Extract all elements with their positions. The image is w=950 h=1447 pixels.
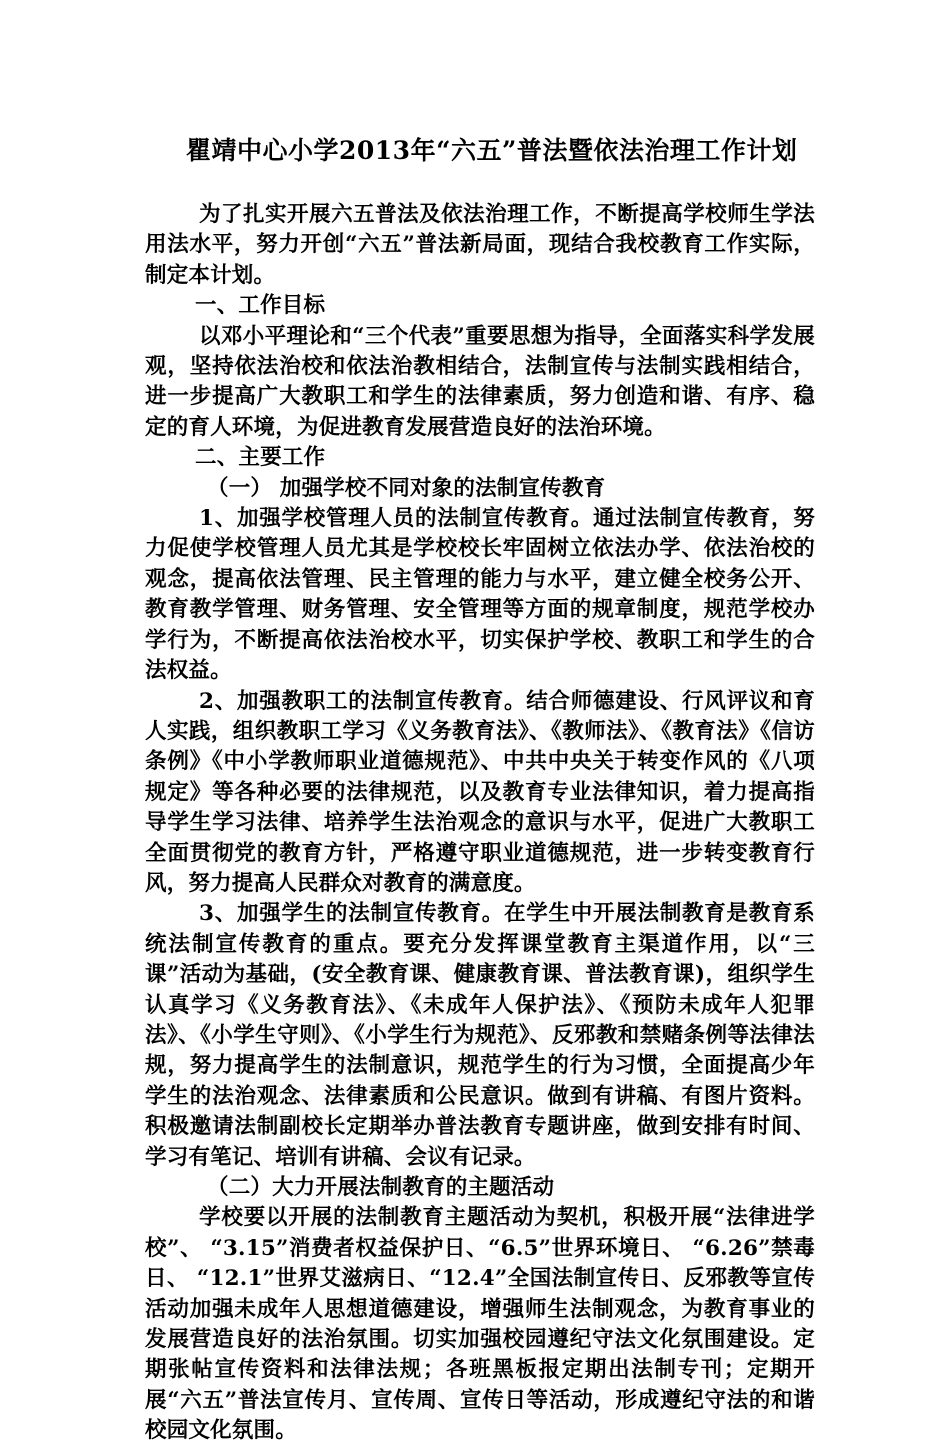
document-body xyxy=(145,200,815,1447)
subsection-heading-1: （一） 加强学校不同对象的法制宣传教育 xyxy=(207,475,606,501)
item-paragraph-2: 2、加强教职工的法制宣传教育。结合师德建设、行风评议和育人实践，组织教职工学习《义务教育法》、《教师法》、《教育法》《信访条例》《中小学教师职业道德规范》、中共中央关于转变作风的《八项规定》等各种必要的法律规范，以及教育专业法律知识，着力提高指导学生学习法律、培养学生法治观念的意识与水平，促进广大教职工全面贯彻党的教育方针，严格遵守职业道德规范，进一步转变教育行风，努力提高人民群众对教育的满意度。 xyxy=(145,688,815,896)
subsection-heading-2: （二）大力开展法制教育的主题活动 xyxy=(207,1175,555,1200)
item-paragraph-1: 1、加强学校管理人员的法制宣传教育。通过法制宣传教育，努力促使学校管理人员尤其是学校校长牢固树立依法办学、依法治校的观念，提高依法管理、民主管理的能力与水平，建立健全校务公开、教育教学管理、财务管理、安全管理等方面的规章制度，规范学校办学行为，不断提高依法治校水平，切实保护学校、教职工和学生的合法权益。 xyxy=(145,506,815,684)
item-paragraph-3: 3、加强学生的法制宣传教育。在学生中开展法制教育是教育系统法制宣传教育的重点。要充分发挥课堂教育主渠道作用，以“三课”活动为基础，(安全教育课、健康教育课、普法教育课)，组织学生认真学习《义务教育法》、《未成年人保护法》、《预防未成年人犯罪法》、《小学生守则》、《小学生行为规范》、反邪教和禁赌条例等法律法规，努力提高学生的法制意识，规范学生的行为习惯，全面提高少年学生的法治观念、法律素质和公民意识。做到有讲稿、有图片资料。积极邀请法制副校长定期举办普法教育专题讲座，做到安排有时间、学习有笔记、培训有讲稿、会议有记录。 xyxy=(145,901,815,1170)
subsection-paragraph-2: 学校要以开展的法制教育主题活动为契机，积极开展“法律进学校”、 “3.15”消费者权益保护日、“6.5”世界环境日、 “6.26”禁毒日、 “12.1”世界艾滋病日、“12.4”全国法制宣传日、反邪教等宣传活动加强未成年人思想道德建设，增强师生法制观念，为教育事业的发展营造良好的法治氛围。切实加强校园遵纪守法文化氛围建设。定期张帖宣传资料和法律法规；各班黑板报定期出法制专刊；定期开展“六五”普法宣传月、宣传周、宣传日等活动，形成遵纪守法的和谐校园文化氛围。 xyxy=(145,1205,815,1444)
intro-paragraph: 为了扎实开展六五普法及依法治理工作，不断提高学校师生学法用法水平，努力开创“六五”普法新局面，现结合我校教育工作实际，制定本计划。 xyxy=(145,202,815,288)
section-heading-goals: 一、工作目标 xyxy=(195,293,326,319)
section-heading-main-work: 二、主要工作 xyxy=(195,445,326,471)
goals-paragraph: 以邓小平理论和“三个代表”重要思想为指导，全面落实科学发展观，坚持依法治校和依法治教相结合，法制宣传与法制实践相结合，进一步提高广大教职工和学生的法律素质，努力创造和谐、有序、稳定的育人环境，为促进教育发展营造良好的法治环境。 xyxy=(145,323,815,440)
document-title: 瞿靖中心小学2013年“六五”普法暨依法治理工作计划 xyxy=(186,136,798,165)
